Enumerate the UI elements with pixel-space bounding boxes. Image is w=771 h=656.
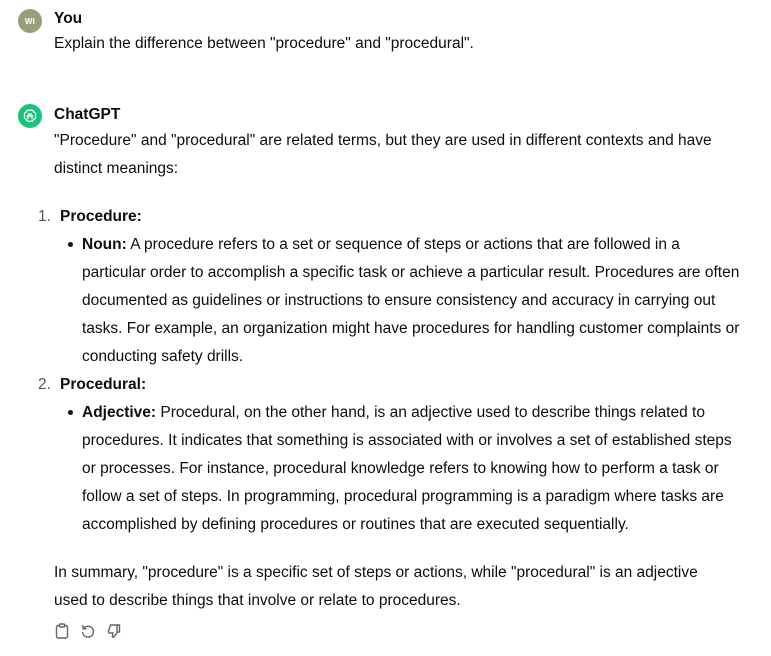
bullet-icon (68, 242, 73, 247)
copy-icon (55, 623, 69, 639)
user-avatar: WI (18, 9, 42, 33)
regenerate-button[interactable] (80, 622, 96, 640)
bullet-noun: Noun: A procedure refers to a set or sequence of steps or actions that are followed in a particular order to accomplish a specific task or achieve a particular result. Procedures are often documented as guidelines or instructions to ensure consistency and accuracy in carrying out tasks. For example, an organization might have procedures for handling customer complaints or conducting safety drills. (82, 236, 740, 365)
intro-paragraph: "Procedure" and "procedural" are related terms, but they are used in different contexts and have distinct meanings: (54, 132, 712, 177)
list-item-procedural: 2. Procedural: (38, 376, 147, 393)
bullet-icon (68, 410, 73, 415)
list-item-procedure: 1. Procedure: (38, 208, 142, 225)
thumbs-down-icon (106, 623, 122, 639)
message-actions (54, 622, 122, 640)
bullet-adjective: Adjective: Procedural, on the other hand, is an adjective used to describe things related to procedures. It indicates that something is associated with or involves a set of established steps or processes. For instance, procedural knowledge refers to knowing how to perform a task or follow a set of steps. In programming, procedural programming is a paradigm where tasks are accomplished by defining procedures or routines that are executed sequentially. (82, 404, 732, 533)
regenerate-icon (80, 623, 96, 639)
copy-button[interactable] (54, 622, 70, 640)
user-author-name: You (54, 10, 83, 27)
chatgpt-logo-icon (18, 104, 42, 128)
user-message-text: Explain the difference between "procedure" and "procedural". (54, 35, 474, 52)
summary-paragraph: In summary, "procedure" is a specific set of steps or actions, while "procedural" is an adjective used to describe things that involve or relate to procedures. (54, 564, 698, 609)
thumbs-down-button[interactable] (106, 622, 122, 640)
assistant-author-name: ChatGPT (54, 106, 121, 123)
